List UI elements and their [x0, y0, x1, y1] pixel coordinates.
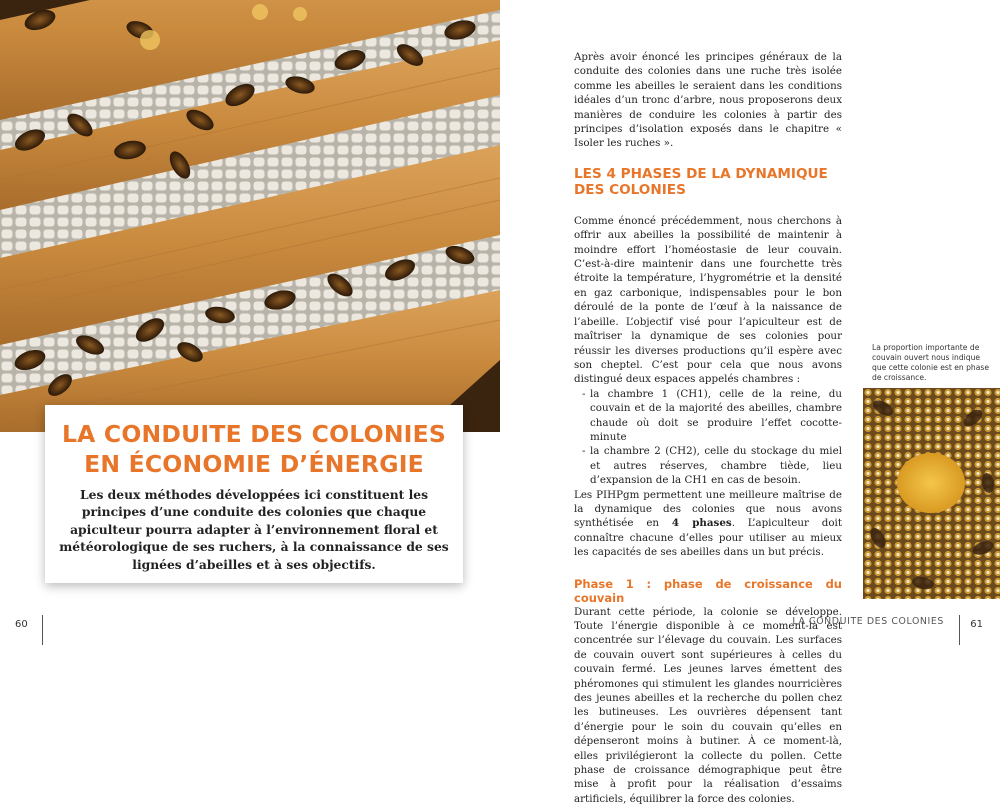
- page-number-left: 60: [15, 619, 28, 630]
- chapter-title-line-2: EN ÉCONOMIE D’ÉNERGIE: [84, 450, 424, 478]
- page-rule-left: [42, 615, 43, 645]
- paragraph-phases: [574, 488, 842, 560]
- phases-count-bold: 4 phases: [671, 517, 732, 530]
- list-item: - la chambre 2 (CH2), celle du stockage du miel et autres réserves, chambre tiède, lieu d’expansion de la CH1 en cas de besoin.: [582, 444, 842, 487]
- page-rule-right: [959, 615, 960, 645]
- left-page: [0, 0, 500, 647]
- chambers-list: [574, 387, 842, 488]
- photo-caption: La proportion importante de couvain ouvert nous indique que cette colonie est en phase de croissance.: [872, 343, 990, 382]
- brood-comb-photo: [863, 388, 1000, 599]
- hive-frames-photo: [0, 0, 500, 432]
- paragraph-homeostasis: Comme énoncé précédemment, nous cherchons à offrir aux abeilles la possibilité de maintenir à moindre effort l’homéostasie de leur couvain. C’est-à-dire maintenir dans une fourchette très étroite la température, l’hygrométrie et la densité en gaz carbonique, indispensables pour le bon déroulé de la ponte de l’œuf à la naissance de l’abeille. L’objectif visé pour l’apiculteur est de maîtriser la dynamique de ses colonies pour réussir les diverses productions qu’il espère avec son cheptel. C’est pour cela que nous avons distingué deux espaces appelés chambres :: [574, 214, 842, 386]
- body-text-column: [574, 50, 842, 806]
- chapter-title-card: [45, 405, 463, 583]
- running-footer: LA CONDUITE DES COLONIES: [792, 616, 944, 627]
- right-page: [500, 0, 1000, 805]
- page-number-right: 61: [970, 619, 983, 630]
- chapter-intro: Les deux méthodes développées ici constituent les principes d’une conduite des colonies que chaque apiculteur pourra adapter à l’environnement floral et météorologique de ses ruchers, à la connaissance de ses lignées d’abeilles et à ses objectifs.: [59, 487, 449, 572]
- phase-1-paragraph: Durant cette période, la colonie se développe. Toute l’énergie disponible à ce moment-là est concentrée sur l’élevage du couvain. Les surfaces de couvain ouvert sont supérieures à celles du couvain fermé. Les jeunes larves émettent des phéromones qui stimulent les glandes nourricières des jeunes abeilles et la recherche du pollen chez les butineuses. Les ouvrières dépensent tant d’énergie pour le soin du couvain qu’elles en dépenseront moins à butiner. À ce moment-là, elles privilégieront la collecte du pollen. Cette phase de croissance démographique peut être mise à profit pour la réalisation d’essaims artificiels, équilibrer la force des colonies.: [574, 605, 842, 805]
- phase-1-title: Phase 1 : phase de croissance du couvain: [574, 576, 842, 605]
- paragraph-phases-end: . L’apiculteur doit connaître chacune d’elles pour utiliser au mieux les capacités de ses abeilles dans un but précis.: [574, 517, 842, 559]
- chapter-title-line-1: LA CONDUITE DES COLONIES: [61, 420, 447, 448]
- list-item: - la chambre 1 (CH1), celle de la reine, du couvain et de la majorité des abeilles, chambre chaude où doit se produire l’effet cocotte-minute: [582, 387, 842, 445]
- paragraph-phases-start: Les PIHPgm permettent une meilleure maîtrise de la dynamique des colonies que nous avons synthétisée en: [574, 488, 842, 530]
- intro-paragraph: Après avoir énoncé les principes généraux de la conduite des colonies dans une ruche très isolée comme les abeilles le seraient dans les conditions idéales d’un tronc d’arbre, nous proposerons deux manières de conduire les colonies à partir des principes d’isolation exposés dans le chapitre « Isoler les ruches ».: [574, 51, 842, 150]
- section-title: LES 4 PHASES DE LA DYNAMIQUE DES COLONIES: [574, 165, 828, 198]
- chapter-title: [59, 419, 449, 479]
